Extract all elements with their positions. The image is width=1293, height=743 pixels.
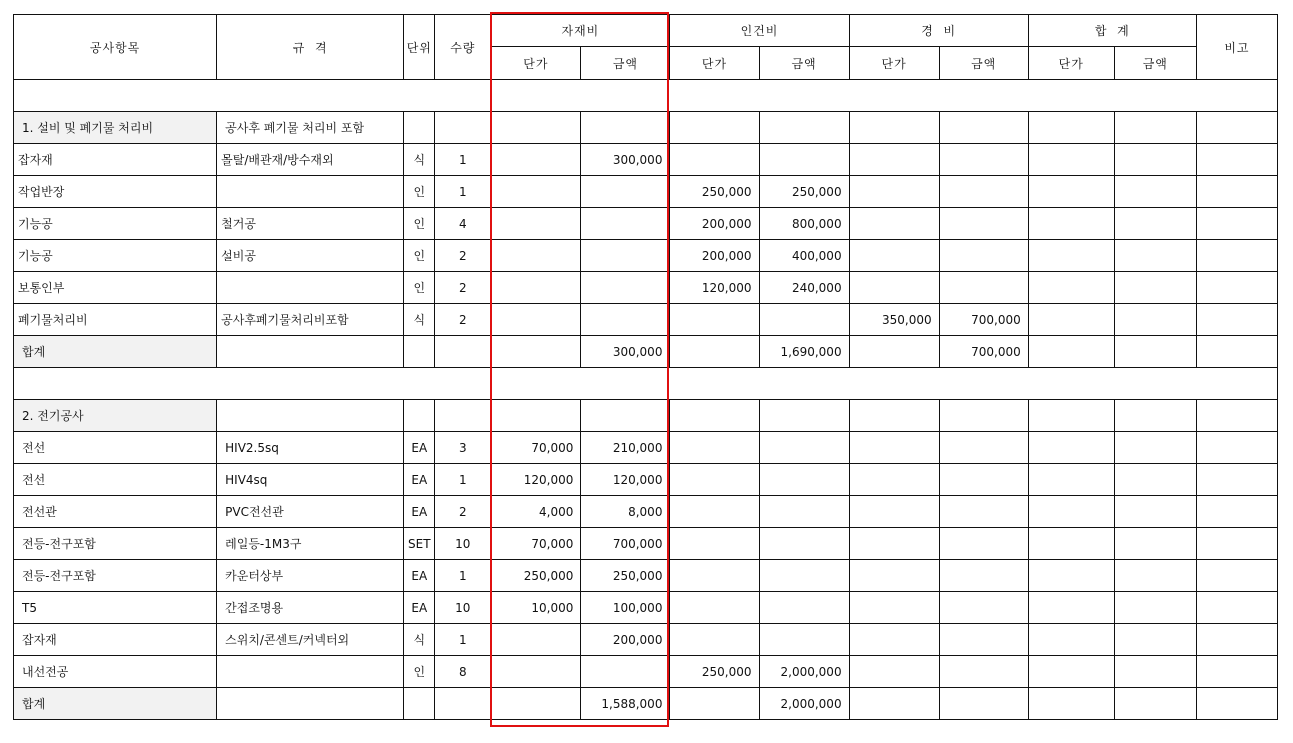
remarks-cell (1196, 592, 1277, 624)
expense-amount-cell (939, 656, 1028, 688)
empty-cell (1196, 688, 1277, 720)
qty-cell: 8 (435, 656, 491, 688)
material-unit-price-cell (491, 176, 581, 208)
unit-cell: 인 (404, 208, 435, 240)
header-spec: 규 격 (217, 15, 404, 80)
unit-cell: 식 (404, 624, 435, 656)
subtotal-row (14, 336, 1278, 368)
total-amount-cell (1114, 272, 1196, 304)
table-row (14, 496, 1278, 528)
item-cell: 전등-전구포함 (14, 528, 217, 560)
spec-cell (217, 656, 404, 688)
total-amount-cell (1114, 656, 1196, 688)
expense-unit-price-cell (849, 240, 939, 272)
expense-unit-price-cell (849, 656, 939, 688)
item-cell: 폐기물처리비 (14, 304, 217, 336)
table-row (14, 432, 1278, 464)
expense-unit-price-cell (849, 560, 939, 592)
material-unit-price-cell: 120,000 (491, 464, 581, 496)
unit-cell: SET (404, 528, 435, 560)
item-cell: 잡자재 (14, 624, 217, 656)
labor-amount-cell (759, 464, 849, 496)
empty-cell (1028, 688, 1114, 720)
empty-cell (404, 336, 435, 368)
material-amount-cell (581, 240, 670, 272)
empty-cell (1114, 400, 1196, 432)
spacer-cell (14, 368, 1278, 400)
empty-cell (1114, 336, 1196, 368)
total-amount-cell (1114, 560, 1196, 592)
total-unit-price-cell (1028, 464, 1114, 496)
expense-unit-price-cell (849, 176, 939, 208)
unit-cell: 식 (404, 304, 435, 336)
labor-amount-cell (759, 144, 849, 176)
item-cell: 전선관 (14, 496, 217, 528)
labor-unit-price-cell: 250,000 (670, 656, 759, 688)
empty-cell (849, 336, 939, 368)
remarks-cell (1196, 624, 1277, 656)
section-title: 1. 설비 및 폐기물 처리비 (14, 112, 217, 144)
section-title-row (14, 112, 1278, 144)
labor-unit-price-cell (670, 304, 759, 336)
material-unit-price-cell: 250,000 (491, 560, 581, 592)
empty-cell (849, 112, 939, 144)
total-amount-cell (1114, 304, 1196, 336)
material-amount-cell: 300,000 (581, 144, 670, 176)
expense-amount-cell: 700,000 (939, 304, 1028, 336)
item-cell: 기능공 (14, 240, 217, 272)
material-amount-cell: 200,000 (581, 624, 670, 656)
subtotal-label: 합계 (14, 336, 217, 368)
header-expense-unit-price: 단가 (849, 47, 939, 80)
total-unit-price-cell (1028, 144, 1114, 176)
subtotal-labor-amount: 2,000,000 (759, 688, 849, 720)
expense-unit-price-cell (849, 592, 939, 624)
labor-unit-price-cell: 120,000 (670, 272, 759, 304)
expense-unit-price-cell (849, 144, 939, 176)
labor-unit-price-cell (670, 496, 759, 528)
expense-amount-cell (939, 464, 1028, 496)
labor-amount-cell: 250,000 (759, 176, 849, 208)
labor-amount-cell (759, 528, 849, 560)
header-unit: 단위 (404, 15, 435, 80)
table-row (14, 592, 1278, 624)
header-item: 공사항목 (14, 15, 217, 80)
header-total-unit-price: 단가 (1028, 47, 1114, 80)
header-remarks: 비고 (1196, 15, 1277, 80)
empty-cell (670, 400, 759, 432)
empty-cell (759, 400, 849, 432)
qty-cell: 1 (435, 144, 491, 176)
item-cell: 내선전공 (14, 656, 217, 688)
total-amount-cell (1114, 496, 1196, 528)
empty-cell (1114, 112, 1196, 144)
unit-cell: EA (404, 464, 435, 496)
material-unit-price-cell: 70,000 (491, 528, 581, 560)
empty-cell (849, 400, 939, 432)
subtotal-expense-amount: 700,000 (939, 336, 1028, 368)
remarks-cell (1196, 496, 1277, 528)
empty-cell (435, 112, 491, 144)
item-cell: 보통인부 (14, 272, 217, 304)
table-row (14, 304, 1278, 336)
empty-cell (670, 112, 759, 144)
spec-cell: HIV2.5sq (217, 432, 404, 464)
labor-amount-cell (759, 592, 849, 624)
empty-cell (581, 400, 670, 432)
labor-unit-price-cell (670, 592, 759, 624)
subtotal-labor-amount: 1,690,000 (759, 336, 849, 368)
qty-cell: 4 (435, 208, 491, 240)
expense-amount-cell (939, 592, 1028, 624)
table-row (14, 560, 1278, 592)
spacer-row (14, 80, 1278, 112)
expense-amount-cell (939, 272, 1028, 304)
empty-cell (217, 688, 404, 720)
header-row-1 (14, 15, 1278, 47)
material-unit-price-cell: 10,000 (491, 592, 581, 624)
material-unit-price-cell (491, 624, 581, 656)
labor-amount-cell: 2,000,000 (759, 656, 849, 688)
material-amount-cell (581, 176, 670, 208)
empty-cell (670, 336, 759, 368)
material-amount-cell: 8,000 (581, 496, 670, 528)
empty-cell (491, 400, 581, 432)
header-expense: 경 비 (849, 15, 1028, 47)
empty-cell (759, 112, 849, 144)
labor-amount-cell: 240,000 (759, 272, 849, 304)
table-row (14, 624, 1278, 656)
subtotal-row (14, 688, 1278, 720)
labor-amount-cell (759, 432, 849, 464)
spec-cell: 철거공 (217, 208, 404, 240)
item-cell: 작업반장 (14, 176, 217, 208)
qty-cell: 1 (435, 560, 491, 592)
header-expense-amount: 금액 (939, 47, 1028, 80)
table-row (14, 464, 1278, 496)
empty-cell (939, 400, 1028, 432)
remarks-cell (1196, 240, 1277, 272)
expense-amount-cell (939, 208, 1028, 240)
spec-cell: 몰탈/배관재/방수재외 (217, 144, 404, 176)
labor-amount-cell (759, 304, 849, 336)
total-amount-cell (1114, 528, 1196, 560)
empty-cell (581, 112, 670, 144)
empty-cell (1114, 688, 1196, 720)
total-unit-price-cell (1028, 624, 1114, 656)
expense-unit-price-cell (849, 432, 939, 464)
material-amount-cell: 120,000 (581, 464, 670, 496)
remarks-cell (1196, 432, 1277, 464)
estimate-table (13, 14, 1278, 720)
total-amount-cell (1114, 208, 1196, 240)
subtotal-label: 합계 (14, 688, 217, 720)
spec-cell: 스위치/콘센트/커넥터외 (217, 624, 404, 656)
total-unit-price-cell (1028, 592, 1114, 624)
remarks-cell (1196, 176, 1277, 208)
section-title: 2. 전기공사 (14, 400, 217, 432)
header-material: 자재비 (491, 15, 670, 47)
material-amount-cell (581, 272, 670, 304)
total-unit-price-cell (1028, 304, 1114, 336)
material-amount-cell (581, 208, 670, 240)
header-labor: 인건비 (670, 15, 849, 47)
subtotal-expense-amount (939, 688, 1028, 720)
spec-cell: PVC전선관 (217, 496, 404, 528)
labor-unit-price-cell (670, 464, 759, 496)
item-cell: 전등-전구포함 (14, 560, 217, 592)
material-unit-price-cell (491, 656, 581, 688)
material-unit-price-cell (491, 144, 581, 176)
labor-amount-cell: 800,000 (759, 208, 849, 240)
labor-unit-price-cell: 200,000 (670, 208, 759, 240)
remarks-cell (1196, 304, 1277, 336)
qty-cell: 2 (435, 240, 491, 272)
table-row (14, 144, 1278, 176)
spec-cell: 레일등-1M3구 (217, 528, 404, 560)
expense-amount-cell (939, 496, 1028, 528)
expense-amount-cell (939, 528, 1028, 560)
expense-amount-cell (939, 432, 1028, 464)
remarks-cell (1196, 528, 1277, 560)
expense-unit-price-cell (849, 208, 939, 240)
material-unit-price-cell (491, 272, 581, 304)
unit-cell: 인 (404, 176, 435, 208)
header-labor-unit-price: 단가 (670, 47, 759, 80)
labor-amount-cell (759, 560, 849, 592)
unit-cell: 식 (404, 144, 435, 176)
remarks-cell (1196, 208, 1277, 240)
total-unit-price-cell (1028, 432, 1114, 464)
labor-unit-price-cell (670, 528, 759, 560)
total-unit-price-cell (1028, 528, 1114, 560)
material-unit-price-cell (491, 304, 581, 336)
spec-cell: 설비공 (217, 240, 404, 272)
remarks-cell (1196, 144, 1277, 176)
total-amount-cell (1114, 464, 1196, 496)
unit-cell: 인 (404, 656, 435, 688)
qty-cell: 10 (435, 592, 491, 624)
section-title-spec (217, 400, 404, 432)
item-cell: T5 (14, 592, 217, 624)
labor-unit-price-cell (670, 432, 759, 464)
material-unit-price-cell: 70,000 (491, 432, 581, 464)
item-cell: 잡자재 (14, 144, 217, 176)
total-unit-price-cell (1028, 208, 1114, 240)
total-unit-price-cell (1028, 560, 1114, 592)
total-unit-price-cell (1028, 176, 1114, 208)
expense-amount-cell (939, 624, 1028, 656)
qty-cell: 2 (435, 272, 491, 304)
spec-cell: 간접조명용 (217, 592, 404, 624)
spacer-cell (14, 80, 1278, 112)
total-unit-price-cell (1028, 656, 1114, 688)
header-total-amount: 금액 (1114, 47, 1196, 80)
expense-amount-cell (939, 560, 1028, 592)
labor-amount-cell (759, 624, 849, 656)
empty-cell (1196, 336, 1277, 368)
qty-cell: 1 (435, 464, 491, 496)
subtotal-material-amount: 300,000 (581, 336, 670, 368)
table-row (14, 656, 1278, 688)
total-amount-cell (1114, 144, 1196, 176)
empty-cell (1028, 400, 1114, 432)
empty-cell (404, 400, 435, 432)
labor-unit-price-cell: 200,000 (670, 240, 759, 272)
remarks-cell (1196, 464, 1277, 496)
item-cell: 전선 (14, 432, 217, 464)
material-amount-cell: 100,000 (581, 592, 670, 624)
material-unit-price-cell: 4,000 (491, 496, 581, 528)
unit-cell: 인 (404, 272, 435, 304)
table-row (14, 528, 1278, 560)
material-amount-cell: 700,000 (581, 528, 670, 560)
expense-unit-price-cell (849, 272, 939, 304)
labor-unit-price-cell (670, 560, 759, 592)
qty-cell: 1 (435, 624, 491, 656)
empty-cell (435, 400, 491, 432)
table-row (14, 176, 1278, 208)
empty-cell (404, 688, 435, 720)
material-unit-price-cell (491, 208, 581, 240)
table-row (14, 208, 1278, 240)
empty-cell (1028, 112, 1114, 144)
spec-cell (217, 176, 404, 208)
material-amount-cell (581, 304, 670, 336)
subtotal-material-amount: 1,588,000 (581, 688, 670, 720)
remarks-cell (1196, 656, 1277, 688)
empty-cell (1028, 336, 1114, 368)
total-amount-cell (1114, 624, 1196, 656)
header-qty: 수량 (435, 15, 491, 80)
unit-cell: EA (404, 432, 435, 464)
empty-cell (1196, 400, 1277, 432)
unit-cell: 인 (404, 240, 435, 272)
empty-cell (491, 688, 581, 720)
total-unit-price-cell (1028, 240, 1114, 272)
qty-cell: 10 (435, 528, 491, 560)
unit-cell: EA (404, 560, 435, 592)
empty-cell (435, 688, 491, 720)
empty-cell (849, 688, 939, 720)
unit-cell: EA (404, 592, 435, 624)
expense-unit-price-cell (849, 496, 939, 528)
empty-cell (939, 112, 1028, 144)
total-unit-price-cell (1028, 496, 1114, 528)
item-cell: 전선 (14, 464, 217, 496)
labor-amount-cell: 400,000 (759, 240, 849, 272)
section-title-row (14, 400, 1278, 432)
header-labor-amount: 금액 (759, 47, 849, 80)
spacer-row (14, 368, 1278, 400)
expense-amount-cell (939, 240, 1028, 272)
expense-amount-cell (939, 176, 1028, 208)
table-row (14, 272, 1278, 304)
empty-cell (670, 688, 759, 720)
header-total: 합 계 (1028, 15, 1196, 47)
qty-cell: 1 (435, 176, 491, 208)
total-amount-cell (1114, 592, 1196, 624)
qty-cell: 2 (435, 304, 491, 336)
expense-unit-price-cell (849, 528, 939, 560)
empty-cell (491, 336, 581, 368)
material-amount-cell (581, 656, 670, 688)
material-amount-cell: 250,000 (581, 560, 670, 592)
total-unit-price-cell (1028, 272, 1114, 304)
total-amount-cell (1114, 432, 1196, 464)
spec-cell: HIV4sq (217, 464, 404, 496)
empty-cell (1196, 112, 1277, 144)
total-amount-cell (1114, 176, 1196, 208)
header-material-unit-price: 단가 (491, 47, 581, 80)
remarks-cell (1196, 560, 1277, 592)
expense-unit-price-cell (849, 624, 939, 656)
expense-amount-cell (939, 144, 1028, 176)
labor-unit-price-cell (670, 144, 759, 176)
empty-cell (435, 336, 491, 368)
spec-cell (217, 272, 404, 304)
labor-unit-price-cell (670, 624, 759, 656)
unit-cell: EA (404, 496, 435, 528)
spec-cell: 카운터상부 (217, 560, 404, 592)
labor-unit-price-cell: 250,000 (670, 176, 759, 208)
material-unit-price-cell (491, 240, 581, 272)
spec-cell: 공사후폐기물처리비포함 (217, 304, 404, 336)
remarks-cell (1196, 272, 1277, 304)
item-cell: 기능공 (14, 208, 217, 240)
section-title-spec: 공사후 폐기물 처리비 포함 (217, 112, 404, 144)
qty-cell: 2 (435, 496, 491, 528)
empty-cell (404, 112, 435, 144)
header-material-amount: 금액 (581, 47, 670, 80)
labor-amount-cell (759, 496, 849, 528)
total-amount-cell (1114, 240, 1196, 272)
table-row (14, 240, 1278, 272)
expense-unit-price-cell (849, 464, 939, 496)
expense-unit-price-cell: 350,000 (849, 304, 939, 336)
empty-cell (217, 336, 404, 368)
empty-cell (491, 112, 581, 144)
qty-cell: 3 (435, 432, 491, 464)
material-amount-cell: 210,000 (581, 432, 670, 464)
